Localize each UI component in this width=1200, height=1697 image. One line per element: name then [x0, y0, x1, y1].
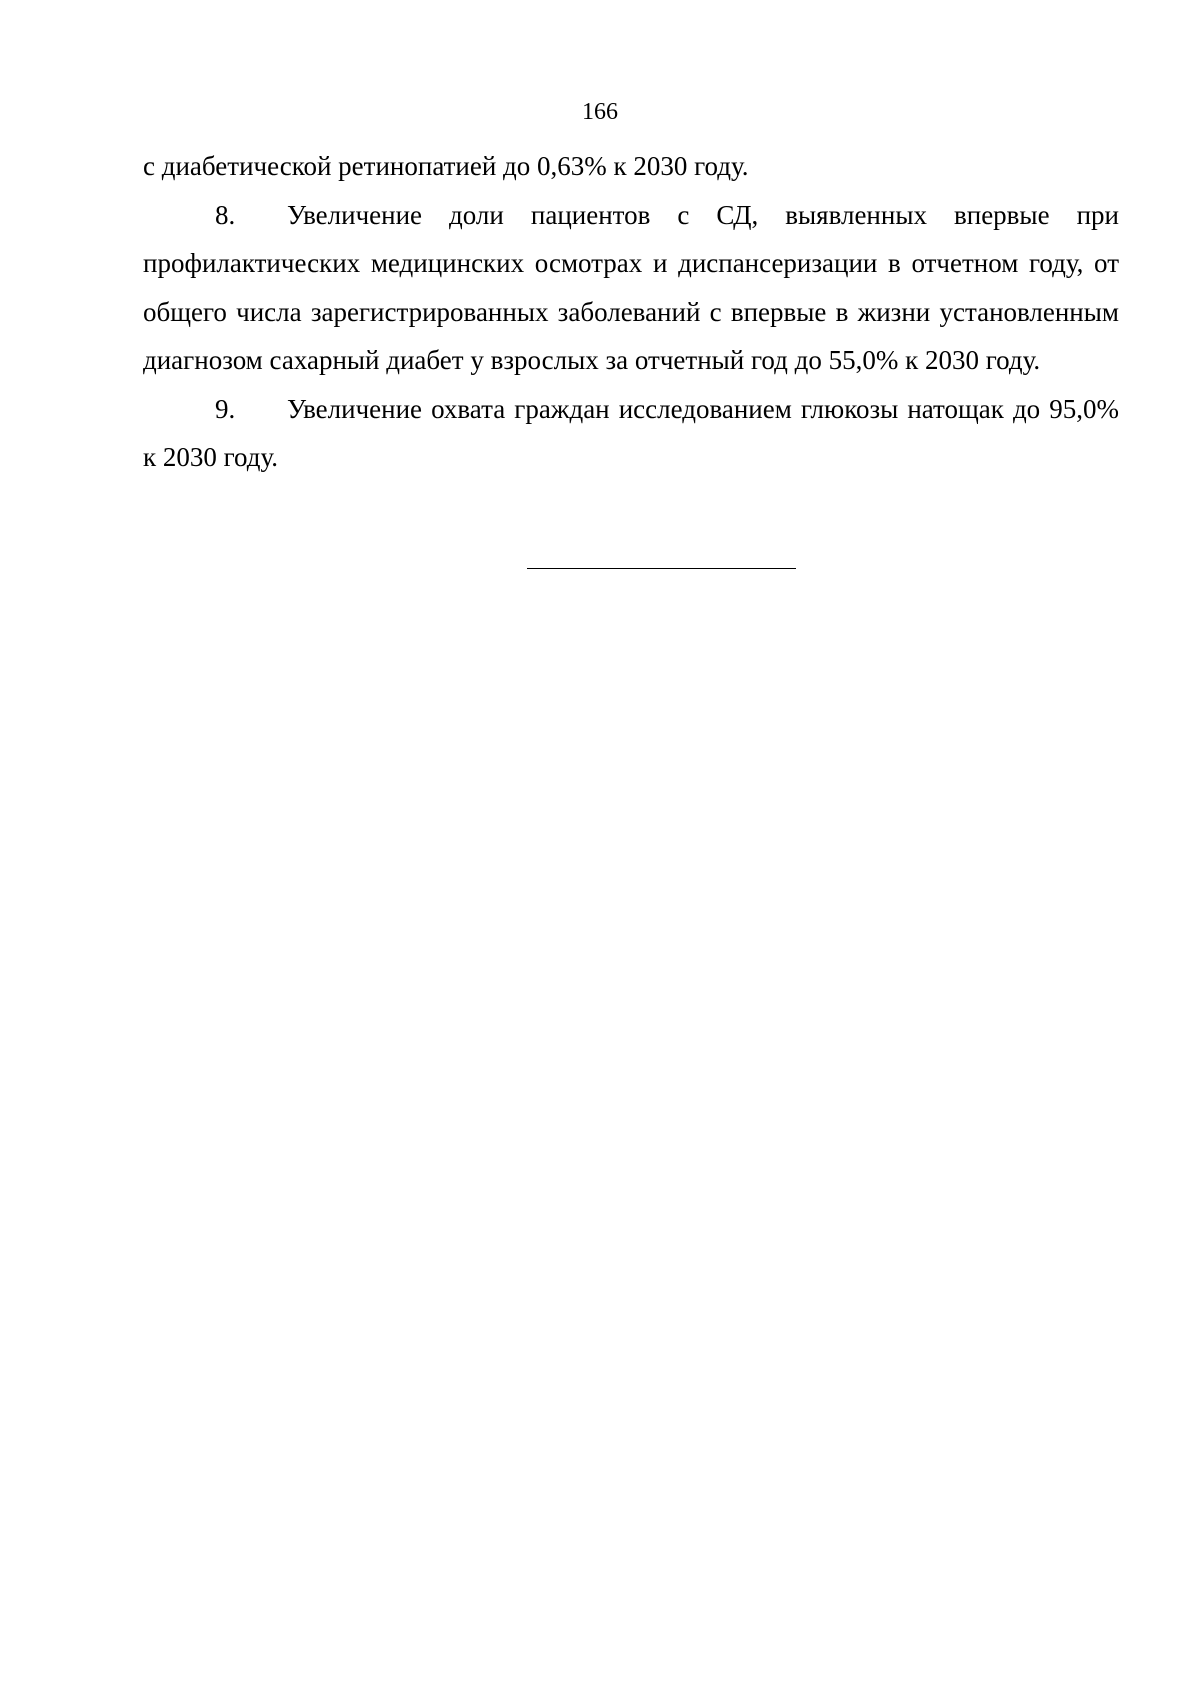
page-number: 166 [582, 99, 618, 125]
list-item-text: Увеличение охвата граждан исследованием глюкозы натощак до 95,0% к 2030 году. [143, 393, 1119, 472]
document-body [143, 142, 1119, 482]
list-item-number: 8. [215, 199, 236, 230]
continuation-paragraph: с диабетической ретинопатией до 0,63% к 2030 году. [143, 151, 749, 181]
list-item-number: 9. [215, 393, 236, 424]
end-divider [527, 568, 796, 569]
list-item-text: Увеличение доли пациентов с СД, выявленных впервые при профилактических медицинских осмотрах и диспансеризации в отчетном году, от общего числа зарегистрированных заболеваний с впервые в жизни установленным диагнозом сахарный диабет у взрослых за отчетный год до 55,0% к 2030 году. [143, 199, 1119, 375]
list-item-9 [143, 385, 1119, 482]
list-item-8 [143, 191, 1119, 385]
